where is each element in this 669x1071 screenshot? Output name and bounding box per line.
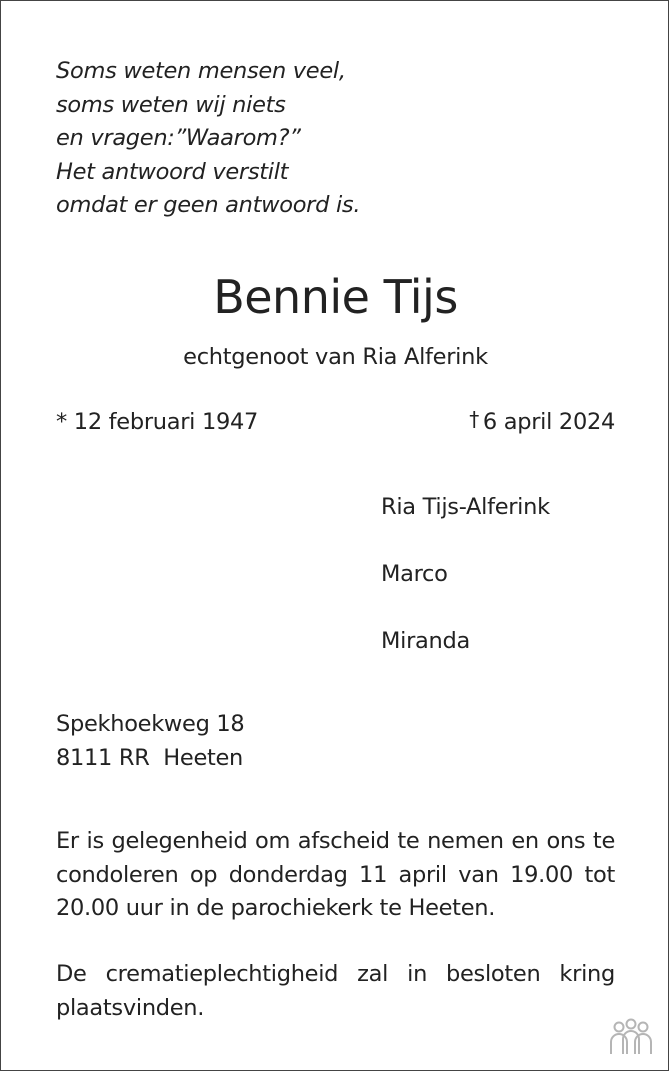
address [56, 708, 244, 775]
death-date: 6 april 2024 [482, 409, 615, 435]
ceremony-paragraph: De crematieplechtigheid zal in besloten kring plaatsvinden. [56, 961, 615, 1021]
poem-line: Soms weten mensen veel, [56, 58, 346, 84]
deceased-name: Bennie Tijs [213, 270, 458, 324]
family-member: Marco [381, 561, 448, 587]
condolence-paragraph: Er is gelegenheid om afscheid te nemen en ons te condoleren op donderdag 11 april van 19.00 tot 20.00 uur in de parochiekerk te Heeten. [56, 828, 615, 921]
birth-date: * 12 februari 1947 [56, 409, 259, 435]
death-date-group [469, 406, 615, 438]
address-city: 8111 RR Heeten [56, 744, 244, 771]
address-street: Spekhoekweg 18 [56, 711, 245, 737]
spouse-relation: echtgenoot van Ria Alferink [183, 344, 488, 370]
poem-line: Het antwoord verstilt [56, 158, 289, 185]
family-member: Miranda [381, 628, 470, 654]
people-group-icon [606, 1018, 656, 1058]
cross-icon: † [469, 407, 479, 431]
poem-line: en vragen:”Waarom?” [56, 125, 301, 151]
poem [56, 55, 360, 223]
poem-line: soms weten wij niets [56, 91, 286, 118]
family-member: Ria Tijs-Alferink [381, 494, 550, 520]
family-list [381, 491, 550, 692]
poem-line: omdat er geen antwoord is. [56, 192, 361, 218]
